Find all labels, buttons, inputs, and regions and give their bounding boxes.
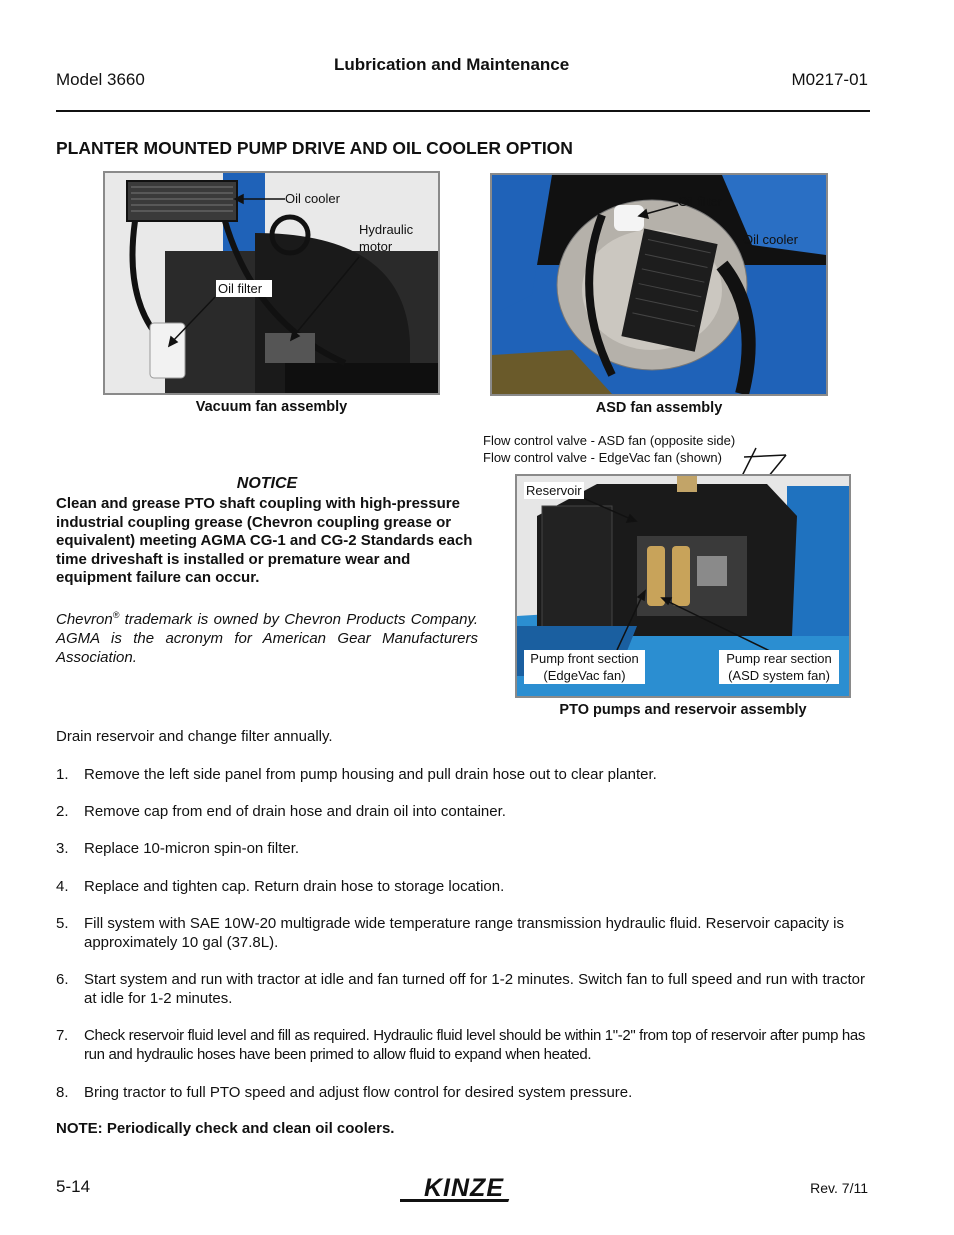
final-note: NOTE: Periodically check and clean oil coolers.	[56, 1120, 395, 1137]
footer-revision: Rev. 7/11	[810, 1180, 868, 1196]
agma-text: AGMA is the acronym for American Gear Manufacturers Association.	[56, 630, 478, 666]
label-flow-control-edgevac: Flow control valve - EdgeVac fan (shown)	[483, 450, 722, 465]
label-pump-front-2: (EdgeVac fan)	[543, 668, 626, 683]
step-7-text: Check reservoir fluid level and fill as required. Hydraulic fluid level should be within 1"-2" from top of reservoir after pump has run and hydraulic hoses have been primed to allow fluid to expand when heated.	[84, 1027, 866, 1063]
section-title: PLANTER MOUNTED PUMP DRIVE AND OIL COOLER OPTION	[56, 138, 573, 158]
kinze-logo	[400, 1175, 526, 1205]
footer-page-number: 5-14	[56, 1177, 91, 1196]
label-oil-filter-vacuum: Oil filter	[216, 280, 272, 297]
registered-mark: ®	[112, 610, 120, 620]
step-5	[56, 914, 866, 952]
step-7-number: 7.	[56, 1027, 68, 1044]
header-section: Lubrication and Maintenance	[334, 55, 570, 74]
step-1	[56, 765, 866, 784]
label-oil-cooler-asd: Oil cooler	[743, 232, 798, 247]
svg-text:KINZE: KINZE	[424, 1175, 504, 1202]
chevron-word: Chevron	[56, 611, 113, 628]
label-flow-control-asd: Flow control valve - ASD fan (opposite side)	[483, 433, 736, 448]
label-hydraulic-motor-2: motor	[359, 239, 393, 254]
step-7	[56, 1026, 866, 1064]
chevron-trademark-text: trademark is owned by Chevron Products Company.	[119, 611, 478, 628]
label-hydraulic-motor-1: Hydraulic	[359, 222, 414, 237]
header-model: Model 3660	[56, 70, 145, 89]
label-oil-filter-asd: Oil filter	[678, 194, 723, 209]
caption-vacuum-fan: Vacuum fan assembly	[195, 399, 348, 415]
notice-title: NOTICE	[236, 475, 298, 492]
step-2	[56, 802, 866, 821]
step-4-number: 4.	[56, 878, 69, 895]
step-5-text: Fill system with SAE 10W-20 multigrade wide temperature range transmission hydraulic fluid. Reservoir capacity is approximately 10 gal (37.8L).	[84, 915, 845, 951]
step-1-number: 1.	[56, 766, 69, 783]
notice-trademark-note	[56, 606, 478, 667]
step-6-text: Start system and run with tractor at idle and fan turned off for 1-2 minutes. Switch fan to full speed and run with tractor at idle for 1-2 minutes.	[84, 971, 865, 1007]
step-6-number: 6.	[56, 971, 69, 988]
step-4-text: Replace and tighten cap. Return drain hose to storage location.	[84, 878, 505, 895]
step-3	[56, 839, 866, 858]
step-2-number: 2.	[56, 803, 69, 820]
label-pump-front	[524, 650, 645, 684]
header-doc-number: M0217-01	[791, 70, 868, 89]
step-1-text: Remove the left side panel from pump housing and pull drain hose out to clear planter.	[84, 766, 657, 783]
step-3-text: Replace 10-micron spin-on filter.	[84, 840, 300, 857]
caption-asd-fan: ASD fan assembly	[595, 400, 723, 416]
caption-pto-pumps: PTO pumps and reservoir assembly	[559, 702, 807, 718]
step-8	[56, 1083, 866, 1102]
step-8-text: Bring tractor to full PTO speed and adjust flow control for desired system pressure.	[84, 1084, 633, 1101]
label-pump-rear-2: (ASD system fan)	[728, 668, 830, 683]
step-6	[56, 970, 866, 1008]
step-2-text: Remove cap from end of drain hose and drain oil into container.	[84, 803, 506, 820]
label-pump-rear-1: Pump rear section	[726, 651, 832, 666]
notice-body: Clean and grease PTO shaft coupling with high-pressure industrial coupling grease (Chevron coupling grease or equivalent) meeting AGMA CG-1 and CG-2 Standards each time driveshaft is installed or premature wear and equipment failure can occur.	[56, 495, 473, 586]
label-pump-rear	[719, 650, 839, 684]
label-oil-cooler-vacuum: Oil cooler	[285, 191, 340, 206]
step-3-number: 3.	[56, 840, 69, 857]
label-reservoir: Reservoir	[526, 483, 582, 498]
step-5-number: 5.	[56, 915, 69, 932]
intro-text: Drain reservoir and change filter annually.	[56, 728, 333, 745]
step-4	[56, 877, 866, 896]
label-pump-front-1: Pump front section	[530, 651, 639, 666]
step-8-number: 8.	[56, 1084, 69, 1101]
